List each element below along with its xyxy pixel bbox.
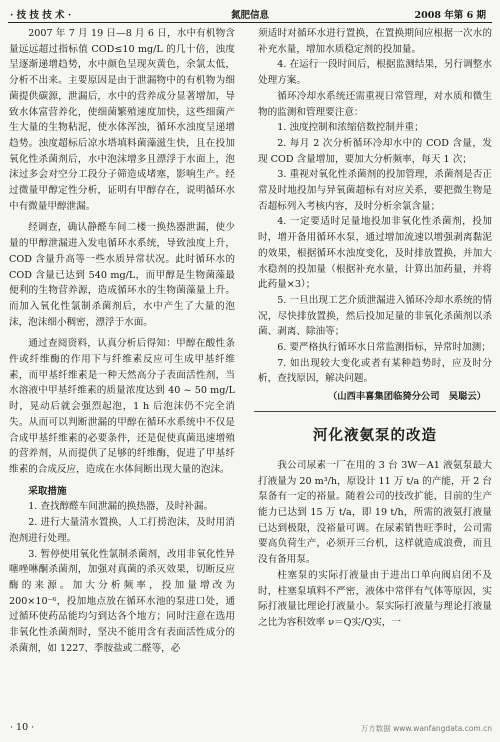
right-column — [258, 26, 492, 631]
list-item: 1. 浊度控制和浓缩倍数控制并重； — [277, 122, 424, 134]
list-item: 2. 进行大量清水置换，人工打捞泡沫，及时用消泡剂进行处理。 — [9, 517, 235, 544]
subheading-measures: 采取措施 — [28, 485, 67, 497]
list-item: 5. 一旦出现工艺介质泄漏进入循环冷却水系统的情况，尽快排放置换，然后投加足量的非氧化杀菌剂以杀菌、剥离、除油等； — [258, 294, 492, 338]
article-title: 河化液氨泵的改造 — [313, 427, 437, 444]
header-rule — [8, 22, 492, 23]
list-item: 3. 重视对氧化性杀菌剂的投加管理，杀菌剂是否正常及时地投加与异氧菌超标有对应关系，要把微生物是否超标列入考核内容，及时分析余氯含量； — [258, 169, 492, 212]
issue-number: 2008 年第 6 期 — [414, 10, 486, 21]
section-label: · 技 技 技 术 · — [10, 10, 72, 21]
list-item: 4. 一定要适时足量地投加非氧化性杀菌剂，投加时，增开备用循环水泵，通过增加流速以增强剥离黏泥的效果，根据循环水浊度变化，及时排放置换，并加大水稳剂的投加量（根据补充水量，计算出加药量，并将此药量×3）； — [258, 216, 492, 291]
left-column — [9, 26, 235, 656]
list-item: 2. 每月 2 次分析循环冷却水中的 COD 含量，发现 COD 含量增加，要加大分析频率，每天 1 次； — [258, 137, 492, 165]
paragraph: 2007 年 7 月 19 日—8 月 6 日，水中有机物含量远远超过指标值 COD≤10 mg/L 的几十倍，浊度呈逐渐递增趋势，水中颜色呈现灰黄色，余氯太低，分析不出来。主要原因是由于泄漏物中的有机物为细菌提供碳源，泄漏后，水中的营养成分显著增加，导致水体富营养化，使细菌繁殖速度加快，这些细菌产生大量的生物粘泥，使水体浑浊，循环水浊度呈递增趋势。浊度超标后凉水塔填料菌藻滋生快，且在投加氧化性杀菌剂后，水中泡沫增多且漂浮于水面上，泡沫过多会对空分工段分子筛造成堵塞，影响生产。经过微量甲醇定性分析，证明有甲醇存在，说明循环水中有微量甲醇泄漏。 — [9, 28, 235, 212]
paragraph: 我公司尿素一厂在用的 3 台 3W－A1 液氨泵最大打液量为 20 m³/h，原设计 11 万 t/a 的产能，开 2 台泵备有一定的裕量。随着公司的技改扩能，目前的生产能力已达到 15 万 t/a，即 19 t/h，所需的液氨打液量已达到极限，没裕量可调。在尿素销售旺季时，公司需要高负荷生产，必须开三台机，这样就造成浪费，而且没有备用泵。 — [258, 459, 492, 566]
paragraph: 循环冷却水系统还需重视日常管理，对水质和微生物的监测和管理要注意： — [258, 90, 492, 118]
page-number: · 10 · — [10, 722, 35, 733]
list-item: 7. 如出现较大变化或者有某种趋势时，应及时分析，查找原因，解决问题。 — [258, 357, 492, 385]
paragraph: 经调查，确认静醛车间二楼一换热器泄漏，使少量的甲醇泄漏进入发电循环水系统，导致浊度上升，COD 含量升高等一些水质异常状况。此时循环水的 COD 含量已达到 540 mg/L，而甲醇是生物菌藻最便利的生物营养源，造成循环水的生物菌藻量上升。而加入氧化性氯制杀菌剂后，水中产生了大量的泡沫，泡沫细小稠密，漂浮于水面。 — [9, 222, 235, 328]
journal-name: 氮肥信息 — [230, 10, 269, 21]
list-item: 6. 要严格执行循环水日常监测指标，异常时加测； — [277, 342, 491, 354]
watermark: 万方数据 www.wanfangdata.com.cn — [360, 724, 492, 733]
running-header — [8, 6, 492, 22]
list-item: 1. 查找醇醛车间泄漏的换热器，及时补漏。 — [28, 501, 214, 513]
paragraph: 柱塞泵的实际打液量由于进出口单向阀启闭不及时，柱塞泵填料不严密，液体中常伴有气体等原因，实际打液量比理论打液量小。泵实际打液量与理论打液量之比为容积效率 ν＝Q实/Q实，一 — [258, 569, 492, 628]
paragraph: 通过查阅资料，认真分析后得知：甲醇在酸性条件或纤维酶的作用下与纤维素反应可生成甲基纤维素，而甲基纤维素是一种天然高分子表面活性剂，当水溶液中甲基纤维素的质量浓度达到 40 ~ 50 mg/L 时，晃动后就会强烈起泡，1 h 后泡沫仍不完全消失。从而可以判断泄漏的甲醇在循环水系统中不仅是合成甲基纤维素的必要条件，还是促使真菌迅速增殖的营养剂，从而提供了足够的纤维酶，促进了甲基纤维素的合成反应，造成在水体间断出现大量的泡沫。 — [9, 338, 235, 475]
list-item: 3. 暂停使用氧化性氯制杀菌剂，改用非氧化性异噻唑啉酮杀菌剂，加强对真菌的杀灭效果，切断反应酶的来源。加大分析频率，投加量增改为 200×10⁻⁶，投加地点放在循环水池的泵进口处，通过循环使药品能均匀到达各个地方；同时注意在选用非氧化性杀菌剂时，坚决不能用含有表面活性成分的杀菌剂，如 1227、季胺盐或二醛等，必 — [9, 548, 235, 654]
author-byline: （山西丰喜集团临猗分公司 吴聪云） — [327, 391, 486, 403]
paragraph: 须适时对循环水进行置换，在置换期间应根据一次水的补充水量，增加水质稳定剂的投加量。 — [258, 28, 492, 55]
list-item: 4. 在运行一段时间后，根据监测结果，另行调整水处理方案。 — [258, 59, 492, 87]
article-divider — [254, 411, 496, 412]
